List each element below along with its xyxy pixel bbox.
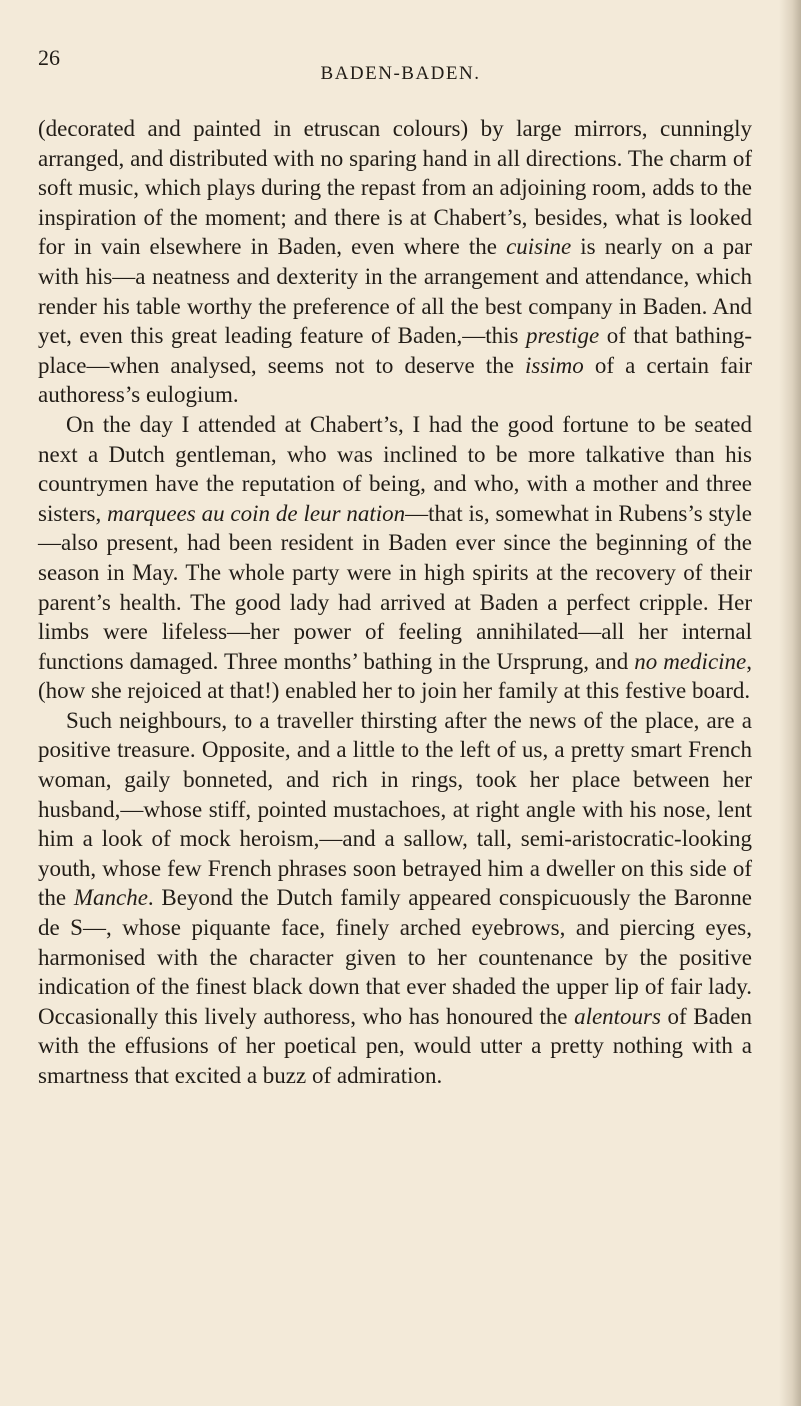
text-segment: . Beyond the Dutch family appeared conspicuously the Baronne de S—, whose piquante face, finely arched eyebrows, and piercing eyes, harmonised with the character given to her countenance by the positive indication of the finest black down that ever shaded the upper lip of fair lady. Occasionally this lively authoress, who has honoured the bbox=[38, 885, 752, 1029]
text-segment: , (how she rejoiced at that!) enabled her to join her family at this festive board. bbox=[38, 648, 752, 704]
text-segment: On the day I attended at Chabert’s, I had the good fortune to be seated next a Dutch gentleman, who was inclined to be more talkative than his countrymen have the reputation of being, and who, with a mother and three sisters, bbox=[38, 411, 752, 526]
paragraph-3 bbox=[38, 706, 752, 1091]
italic-word-manche: Manche bbox=[73, 885, 148, 911]
italic-word-cuisine: cuisine bbox=[506, 234, 572, 260]
paragraph-1 bbox=[38, 114, 752, 410]
italic-word-prestige: prestige bbox=[525, 323, 600, 349]
text-segment: Such neighbours, to a traveller thirsting after the news of the place, are a positive treasure. Opposite, and a little to the left of us, a pretty smart French woman, gaily bonneted, and rich in rings, took her place between her husband,—whose stiff, pointed mustachoes, at right angle with his nose, lent him a look of mock heroism,—and a sallow, tall, semi-aristocratic-looking youth, whose few French phrases soon betrayed him a dweller on this side of the bbox=[38, 707, 752, 911]
paragraph-2 bbox=[38, 410, 752, 706]
running-head: BADEN-BADEN. bbox=[320, 63, 481, 84]
italic-phrase-no-medicine: no medicine bbox=[634, 648, 747, 674]
text-segment: (decorated and painted in etruscan colours) by large mirrors, cunningly arranged, and distributed with no sparing hand in all directions. The charm of soft music, which plays during the repast from an adjoining room, adds to the inspiration of the moment; and there is at Chabert’s, besides, what is looked for in vain elsewhere in Baden, even where the bbox=[38, 116, 752, 260]
text-segment: of that bathing-place—when analysed, seems not to deserve the bbox=[38, 323, 752, 378]
text-segment: of a certain fair authoress’s eulogium. bbox=[38, 352, 752, 408]
page-number: 26 bbox=[38, 45, 60, 70]
text-segment: —that is, somewhat in Rubens’s style—also present, had been resident in Baden ever since the beginning of the season in May. The whole party were in high spirits at the recovery of their parent’s health. The good lady had arrived at Baden a perfect cripple. Her limbs were lifeless—her power of feeling annihilated—all her internal functions damaged. Three months’ bathing in the Ursprung, and bbox=[38, 500, 753, 674]
page-edge-shadow bbox=[779, 0, 801, 1406]
italic-word-issimo: issimo bbox=[525, 352, 584, 378]
italic-word-alentours: alentours bbox=[574, 1003, 661, 1029]
text-segment: is nearly on a par with his—a neatness and dexterity in the arrangement and attendance, which render his table worthy the preference of all the best company in Baden. And yet, even this great leading feature of Baden,—this bbox=[38, 234, 752, 349]
text-segment: of Baden with the effusions of her poetical pen, would utter a pretty nothing with a smartness that excited a buzz of admiration. bbox=[38, 1003, 753, 1088]
italic-phrase-marquees: marquees au coin de leur nation bbox=[107, 500, 406, 526]
body-text bbox=[38, 114, 752, 1091]
